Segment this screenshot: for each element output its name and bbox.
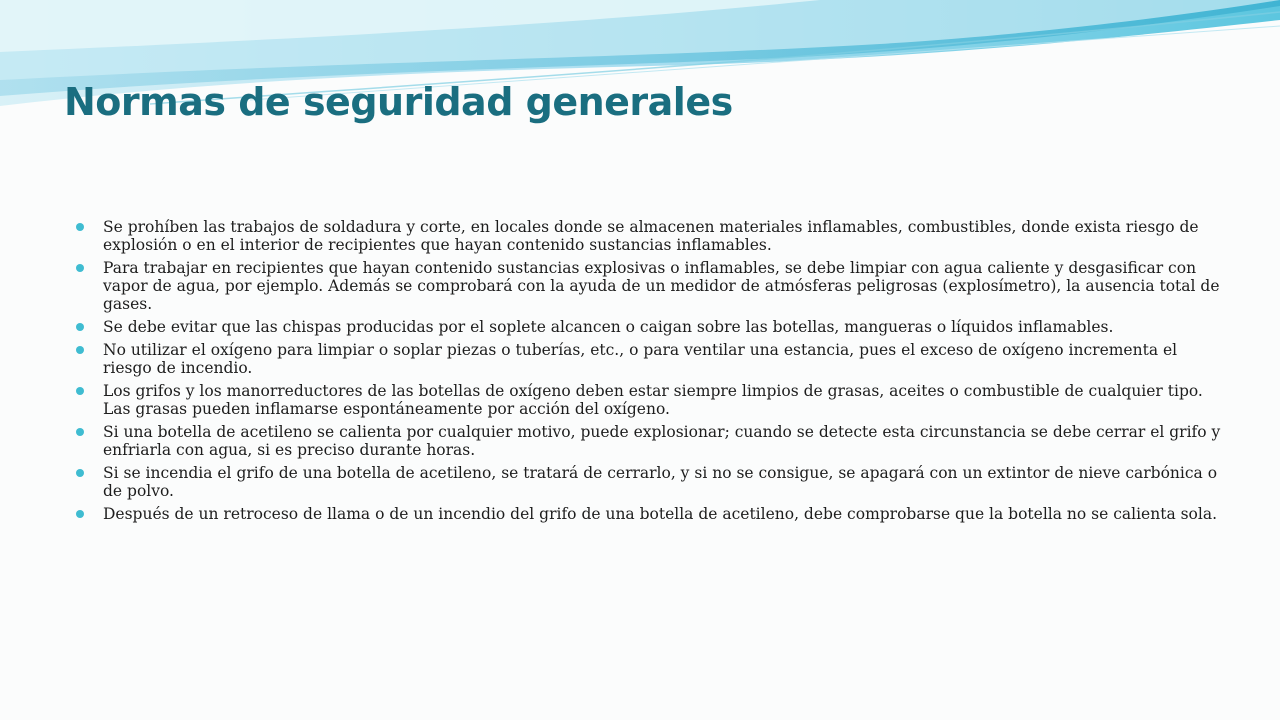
bullet-dot-icon — [76, 387, 84, 395]
bullet-dot-icon — [76, 223, 84, 231]
bullet-dot-icon — [76, 469, 84, 477]
bullet-dot-icon — [76, 510, 84, 518]
list-item — [76, 259, 1226, 313]
list-item-text: Después de un retroceso de llama o de un incendio del grifo de una botella de acetileno, debe comprobarse que la botella no se calienta sola. — [103, 505, 1218, 523]
list-item — [76, 423, 1226, 459]
list-item — [76, 318, 1226, 336]
list-item-text: Los grifos y los manorreductores de las botellas de oxígeno deben estar siempre limpios de grasas, aceites o combustible de cualquier tipo. Las grasas pueden inflamarse espontáneamente por acción del oxígeno. — [103, 382, 1203, 418]
bullet-list — [76, 218, 1226, 528]
bullet-dot-icon — [76, 428, 84, 436]
bullet-dot-icon — [76, 264, 84, 272]
list-item-text: Si una botella de acetileno se calienta por cualquier motivo, puede explosionar; cuando se detecte esta circunstancia se debe cerrar el grifo y enfriarla con agua, si es preciso durante horas. — [103, 423, 1221, 459]
list-item — [76, 382, 1226, 418]
list-item-text: Si se incendia el grifo de una botella de acetileno, se tratará de cerrarlo, y si no se consigue, se apagará con un extintor de nieve carbónica o de polvo. — [103, 464, 1218, 500]
list-item — [76, 464, 1226, 500]
list-item — [76, 218, 1226, 254]
bullet-dot-icon — [76, 323, 84, 331]
list-item-text: Se prohíben las trabajos de soldadura y corte, en locales donde se almacenen materiales inflamables, combustibles, donde exista riesgo de explosión o en el interior de recipientes que hayan contenido sustancias inflamables. — [103, 218, 1199, 254]
list-item — [76, 341, 1226, 377]
list-item — [76, 505, 1226, 523]
page-title: Normas de seguridad generales — [64, 80, 733, 124]
bullet-dot-icon — [76, 346, 84, 354]
list-item-text: No utilizar el oxígeno para limpiar o soplar piezas o tuberías, etc., o para ventilar una estancia, pues el exceso de oxígeno incrementa el riesgo de incendio. — [103, 341, 1178, 377]
list-item-text: Se debe evitar que las chispas producidas por el soplete alcancen o caigan sobre las botellas, mangueras o líquidos inflamables. — [103, 318, 1114, 336]
list-item-text: Para trabajar en recipientes que hayan contenido sustancias explosivas o inflamables, se debe limpiar con agua caliente y desgasificar con vapor de agua, por ejemplo. Además se comprobará con la ayuda de un medidor de atmósferas peligrosas (explosímetro), la ausencia total de gases. — [103, 259, 1220, 313]
